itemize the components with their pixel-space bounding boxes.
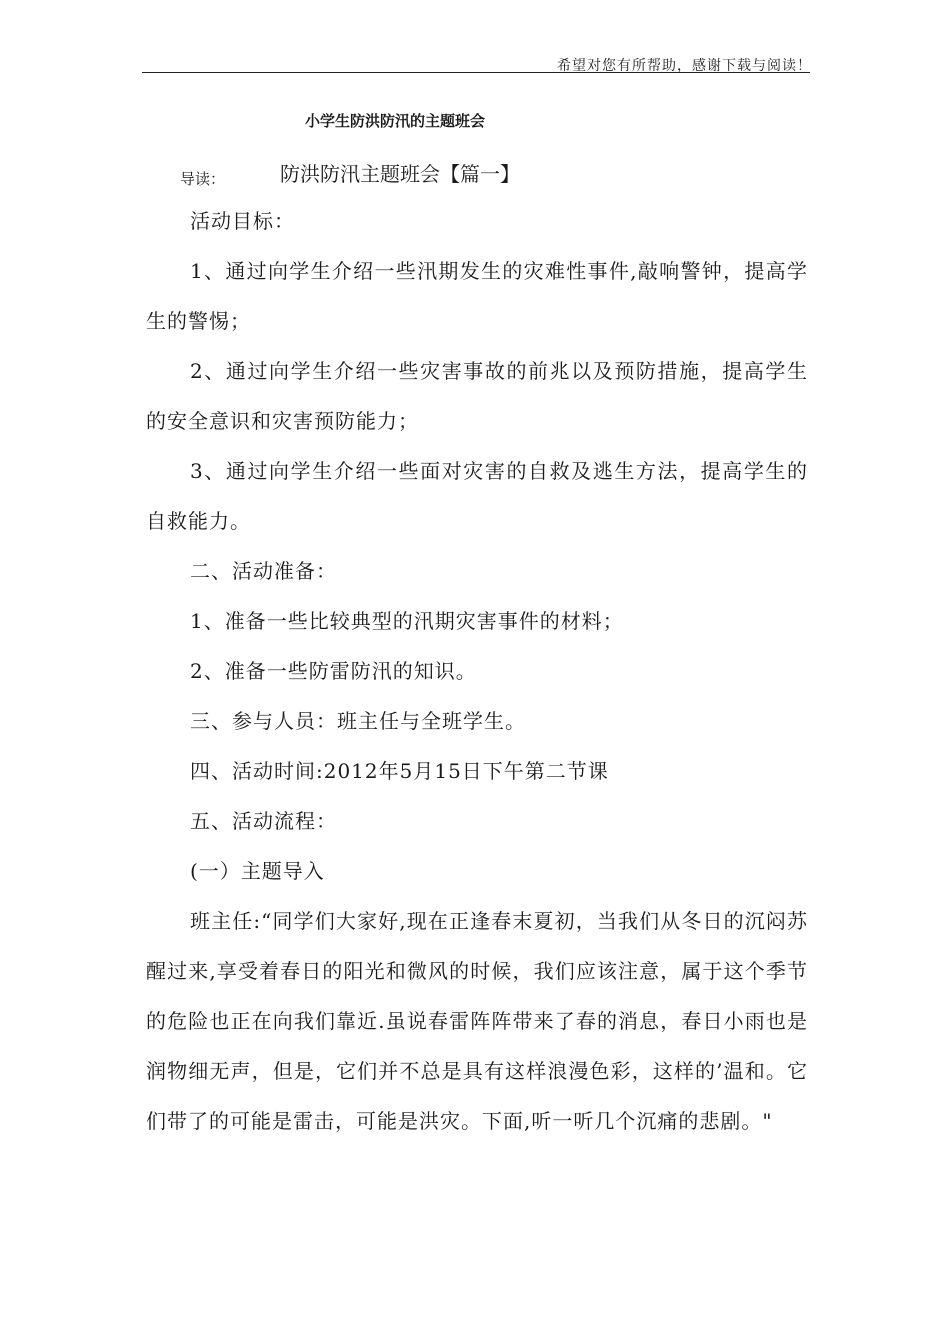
paragraph-objective-3: 3、通过向学生介绍一些面对灾害的自救及逃生方法，提高学生的自救能力。 (146, 459, 808, 533)
paragraph-objective-2: 2、通过向学生介绍一些灾害事故的前兆以及预防措施，提高学生的安全意识和灾害预防能力； (146, 359, 808, 433)
document-body (146, 196, 808, 1146)
paragraph-topic-intro: (一）主题导入 (190, 859, 325, 883)
intro-label: 导读： (180, 170, 226, 188)
paragraph-teacher-speech: 班主任:“同学们大家好,现在正逢春末夏初，当我们从冬日的沉闷苏醒过来,享受着春日的阳光和微风的时候，我们应该注意，属于这个季节的危险也正在向我们靠近.虽说春雷阵阵带来了春的消息，春日小雨也是润物细无声，但是，它们并不总是具有这样浪漫色彩，这样的’温和。它们带了的可能是雷击，可能是洪灾。下面,听一听几个沉痛的悲剧。" (146, 909, 808, 1133)
paragraph-preparation-2: 2、准备一些防雷防汛的知识。 (190, 659, 477, 683)
header-note: 希望对您有所帮助，感谢下载与阅读！ (557, 58, 812, 74)
paragraph-activity-time: 四、活动时间:2012年5月15日下午第二节课 (190, 759, 609, 783)
intro-heading: 防洪防汛主题班会【篇一】 (280, 162, 520, 186)
header-rule (142, 72, 810, 73)
paragraph-preparation-1: 1、准备一些比较典型的汛期灾害事件的材料； (190, 609, 624, 633)
paragraph-participants: 三、参与人员：班主任与全班学生。 (190, 709, 526, 733)
document-title: 小学生防洪防汛的主题班会 (305, 112, 486, 130)
paragraph-objectives-heading: 活动目标： (190, 209, 295, 233)
paragraph-objective-1: 1、通过向学生介绍一些汛期发生的灾难性事件,敲响警钟，提高学生的警惕； (146, 259, 808, 333)
paragraph-process-heading: 五、活动流程： (190, 809, 337, 833)
paragraph-preparation-heading: 二、活动准备： (190, 559, 337, 583)
